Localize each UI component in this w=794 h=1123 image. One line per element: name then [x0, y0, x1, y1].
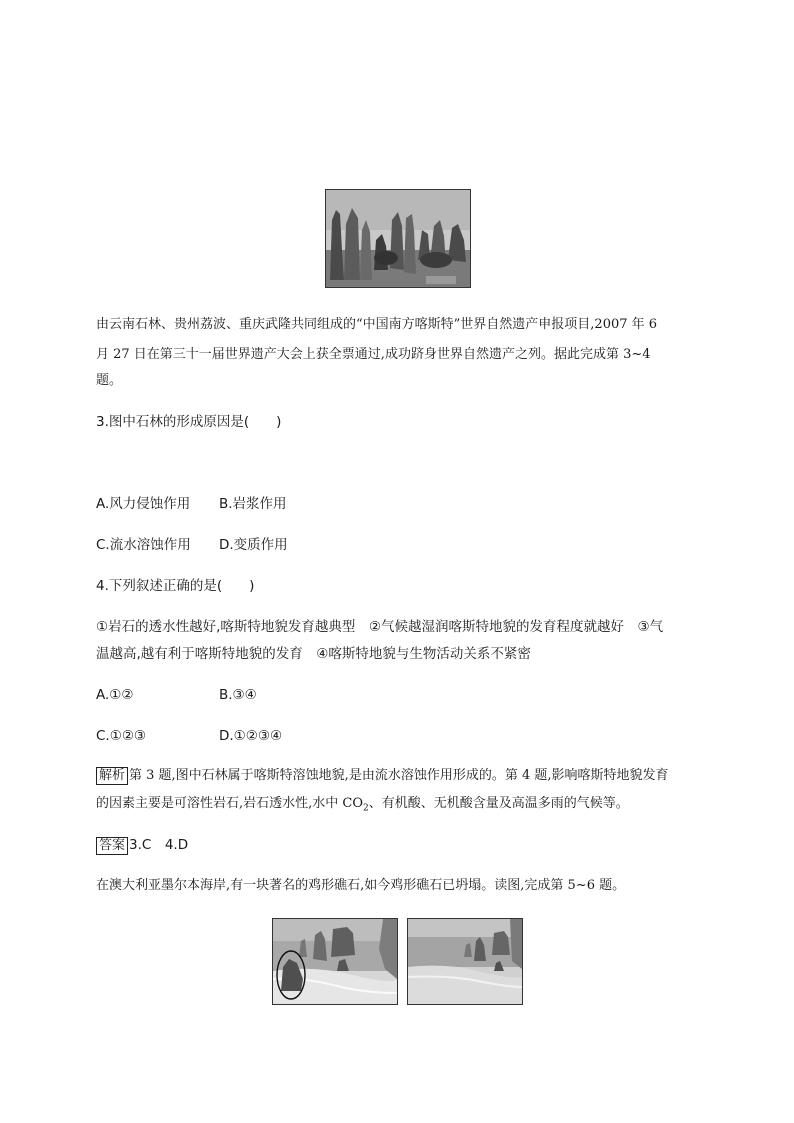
answer-line [96, 836, 188, 855]
intro2-line-1: 在澳大利亚墨尔本海岸,有一块著名的鸡形礁石,如今鸡形礁石已坍塌。读图,完成第 5~6 题。 [96, 878, 626, 893]
q4-option-c: C.①②③ [96, 728, 147, 744]
answer-label: 答案 [96, 837, 128, 855]
question-3-stem: 3.图中石林的形成原因是( ) [96, 414, 282, 430]
analysis-subscript: 2 [363, 803, 369, 814]
analysis-text-1: 第 3 题,图中石林属于喀斯特溶蚀地貌,是由流水溶蚀作用形成的。第 4 题,影响喀斯特地貌发育 [129, 768, 669, 783]
analysis-text-2-pre: 的因素主要是可溶性岩石,岩石透水性,水中 CO [96, 796, 364, 811]
stone-forest-photo [325, 189, 471, 288]
q3-option-a: A.风力侵蚀作用 [96, 496, 191, 512]
q4-option-a: A.①② [96, 687, 134, 703]
coast-photo-after [407, 918, 523, 1005]
question-4-stem: 4.下列叙述正确的是( ) [96, 578, 255, 594]
analysis-label: 解析 [96, 767, 128, 785]
answer-text: 3.C 4.D [129, 837, 189, 853]
coast-photo-before [272, 918, 398, 1005]
q3-option-b: B.岩浆作用 [219, 496, 287, 512]
q3-option-c: C.流水溶蚀作用 [96, 537, 191, 553]
q4-option-d: D.①②③④ [219, 728, 283, 744]
analysis-line-2 [96, 795, 629, 818]
analysis-line-1 [96, 767, 669, 785]
intro-line-2: 月 27 日在第三十一届世界遗产大会上获全票通过,成功跻身世界自然遗产之列。据此完成第 3~4 [96, 347, 651, 362]
intro-line-3: 题。 [96, 373, 123, 388]
intro-line-1: 由云南石林、贵州荔波、重庆武隆共同组成的“中国南方喀斯特”世界自然遗产申报项目,2007 年 6 [96, 317, 658, 332]
analysis-text-2-post: 、有机酸、无机酸含量及高温多雨的气候等。 [368, 796, 629, 811]
q4-option-b: B.③④ [219, 687, 257, 703]
q4-statements-line-2: 温越高,越有利于喀斯特地貌的发育 ④喀斯特地貌与生物活动关系不紧密 [96, 646, 531, 662]
q4-statements-line-1: ①岩石的透水性越好,喀斯特地貌发育越典型 ②气候越湿润喀斯特地貌的发育程度就越好 ③气 [96, 619, 664, 635]
q3-option-d: D.变质作用 [219, 537, 288, 553]
